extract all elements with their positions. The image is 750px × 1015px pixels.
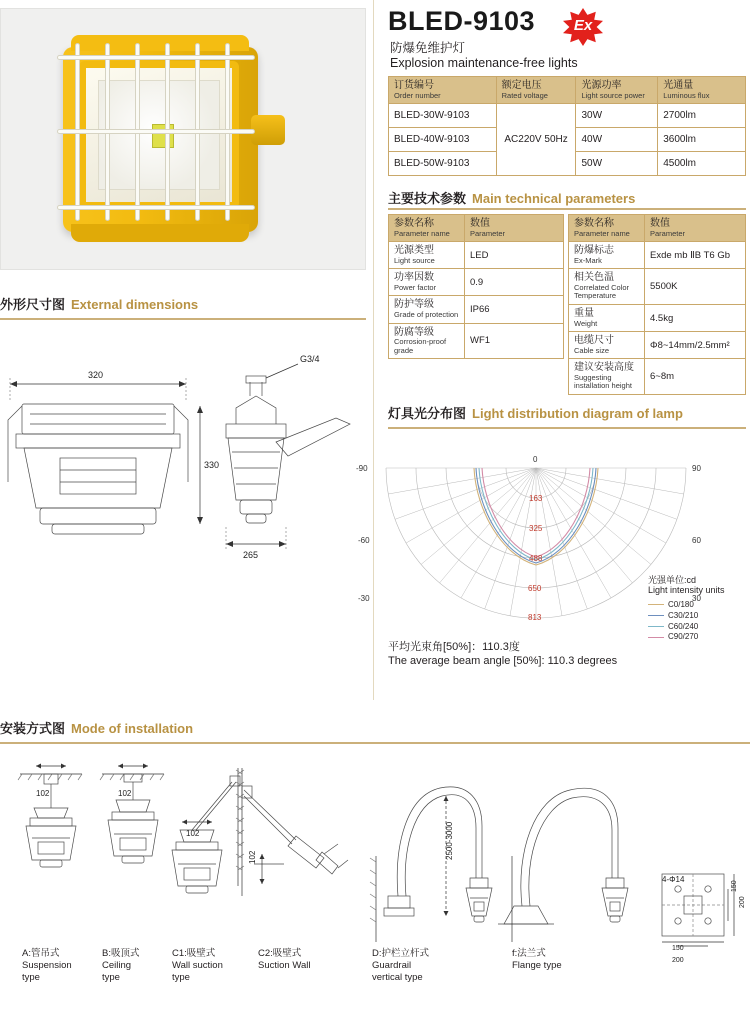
col-order-number: 订货编号 Order number (389, 77, 497, 104)
param-value: 4.5kg (645, 305, 746, 332)
table-row (389, 242, 564, 269)
product-name-en: Explosion maintenance-free lights (390, 56, 578, 70)
beam-angle-en: The average beam angle [50%]: 110.3 degrees (388, 655, 618, 667)
ex-badge-label: Ex (573, 17, 593, 34)
inst-label-c2: 102 (248, 850, 257, 864)
cell-order-number: BLED-30W-9103 (389, 104, 497, 128)
inst-label-b: 102 (118, 789, 132, 798)
caption-suction-wall: C2:吸壁式 Suction Wall (258, 948, 311, 971)
param-value: IP66 (465, 296, 564, 323)
main-parameters-table-right (568, 214, 746, 395)
cell-order-number: BLED-40W-9103 (389, 128, 497, 152)
param-name: 相关色温 Correlated Color Temperature (569, 269, 645, 305)
param-value: 6~8m (645, 359, 746, 395)
dim-depth-label: 265 (243, 550, 259, 560)
section-main-params: 主要技术参数 Main technical parameters (388, 191, 636, 206)
table-header-row (389, 215, 564, 242)
table-header-row (569, 215, 746, 242)
caption-suspension: A:管吊式 Suspension type (22, 948, 72, 983)
angle-label-minus90: -90 (356, 464, 368, 473)
led-chip (152, 124, 174, 148)
col-rated-voltage: 额定电压 Rated voltage (496, 77, 576, 104)
cell-flux: 4500lm (658, 152, 746, 176)
inst-label-a: 102 (36, 789, 50, 798)
lamp-illustration (1, 9, 365, 269)
caption-ceiling: B:吸顶式 Ceiling type (102, 948, 140, 983)
section-mode-of-installation: 安装方式图 Mode of installation (0, 721, 194, 736)
param-value: WF1 (465, 323, 564, 359)
flange-h1: 150 (731, 880, 738, 892)
param-name: 重量 Weight (569, 305, 645, 332)
col-parameter-name: 参数名称 Parameter name (569, 215, 645, 242)
angle-label-90: 90 (692, 464, 701, 473)
param-value: LED (465, 242, 564, 269)
beam-angle-cn: 平均光束角[50%]：110.3度 (388, 641, 520, 653)
dimension-svg (0, 332, 366, 632)
section-rule (388, 208, 746, 210)
legend-swatch (648, 615, 664, 616)
table-row (569, 332, 746, 359)
param-name: 功率因数 Power factor (389, 269, 465, 296)
param-name: 防爆标志 Ex-Mark (569, 242, 645, 269)
chart-legend (648, 600, 698, 643)
ring-label-163: 163 (529, 494, 543, 503)
legend-item: C60/240 (648, 622, 698, 633)
legend-item: C0/180 (648, 600, 698, 611)
inst-label-c1: 102 (186, 829, 200, 838)
caption-wall-suction: C1:吸壁式 Wall suction type (172, 948, 223, 983)
col-luminous-flux: 光通量 Luminous flux (658, 77, 746, 104)
table-row (389, 269, 564, 296)
light-intensity-unit-en: Light intensity units (648, 585, 725, 595)
cell-power: 40W (576, 128, 658, 152)
section-rule (0, 742, 750, 744)
cage-ring (57, 55, 255, 60)
angle-label-minus30: -30 (358, 594, 370, 603)
dimension-drawings (0, 332, 366, 632)
param-value: 5500K (645, 269, 746, 305)
lamp-bottom-bracket (71, 224, 249, 242)
param-name: 电缆尺寸 Cable size (569, 332, 645, 359)
thread-label: G3/4 (300, 354, 320, 364)
table-row (569, 305, 746, 332)
lamp-top-bracket (71, 35, 249, 51)
lamp-front-frame (79, 61, 239, 209)
light-intensity-unit-cn: 光强单位:cd (648, 575, 697, 585)
flange-hole-label: 4-Φ14 (662, 875, 685, 884)
inst-label-d: 2500-3000 (445, 821, 454, 860)
cage-ring (57, 129, 255, 134)
cell-power: 30W (576, 104, 658, 128)
dim-height-label: 330 (204, 460, 220, 470)
col-parameter-value: 数值 Parameter (645, 215, 746, 242)
cell-flux: 3600lm (658, 128, 746, 152)
section-rule (388, 427, 746, 429)
caption-flange: f:法兰式 Flange type (512, 948, 562, 971)
col-light-source-power: 光源功率 Light source power (576, 77, 658, 104)
param-value: Φ8~14mm/2.5mm² (645, 332, 746, 359)
table-row (389, 296, 564, 323)
flange-h2: 200 (739, 896, 746, 908)
angle-label-60: 60 (692, 536, 701, 545)
angle-label-minus60: -60 (358, 536, 370, 545)
legend-item: C30/210 (648, 611, 698, 622)
main-parameters-table-left (388, 214, 564, 359)
legend-item: C90/270 (648, 632, 698, 643)
cell-flux: 2700lm (658, 104, 746, 128)
section-light-distribution: 灯具光分布图 Light distribution diagram of lamp (388, 406, 683, 421)
table-header-row (389, 77, 746, 104)
cell-order-number: BLED-50W-9103 (389, 152, 497, 176)
legend-swatch (648, 626, 664, 627)
param-name: 防腐等级 Corrosion-proof grade (389, 323, 465, 359)
caption-guardrail: D:护栏立杆式 Guardrail vertical type (372, 948, 430, 983)
table-row (569, 242, 746, 269)
cell-power: 50W (576, 152, 658, 176)
table-row (569, 269, 746, 305)
table-row (569, 359, 746, 395)
ring-label-488: 488 (529, 554, 543, 563)
angle-label-30: 30 (692, 594, 701, 603)
order-number-table (388, 76, 746, 176)
legend-swatch (648, 604, 664, 605)
table-row (389, 323, 564, 359)
param-name: 建议安装高度 Suggesting installation height (569, 359, 645, 395)
product-model-title: BLED-9103 (388, 6, 536, 36)
product-photo (0, 8, 366, 270)
ex-mark-badge (563, 8, 603, 46)
flange-d2: 200 (672, 957, 684, 964)
lamp-side-knob (251, 115, 285, 145)
param-name: 光源类型 Light source (389, 242, 465, 269)
param-value: 0.9 (465, 269, 564, 296)
legend-swatch (648, 637, 664, 638)
section-rule (0, 318, 366, 320)
col-parameter-value: 数值 Parameter (465, 215, 564, 242)
ring-label-650: 650 (528, 584, 542, 593)
col-parameter-name: 参数名称 Parameter name (389, 215, 465, 242)
flange-d1: 150 (672, 945, 684, 952)
dim-width-label: 320 (88, 370, 104, 380)
section-external-dimensions: 外形尺寸图 External dimensions (0, 297, 199, 312)
param-name: 防护等级 Grade of protection (389, 296, 465, 323)
ring-label-813: 813 (528, 613, 542, 622)
cage-ring (57, 205, 255, 210)
product-name-cn: 防爆免维护灯 (390, 41, 466, 55)
table-row (389, 104, 746, 128)
ring-label-325: 325 (529, 524, 543, 533)
param-value: Exde mb ⅡB T6 Gb (645, 242, 746, 269)
column-divider (373, 0, 374, 700)
angle-label-0: 0 (533, 455, 538, 464)
cell-rated-voltage: AC220V 50Hz (496, 104, 576, 176)
lamp-glass (98, 80, 220, 190)
